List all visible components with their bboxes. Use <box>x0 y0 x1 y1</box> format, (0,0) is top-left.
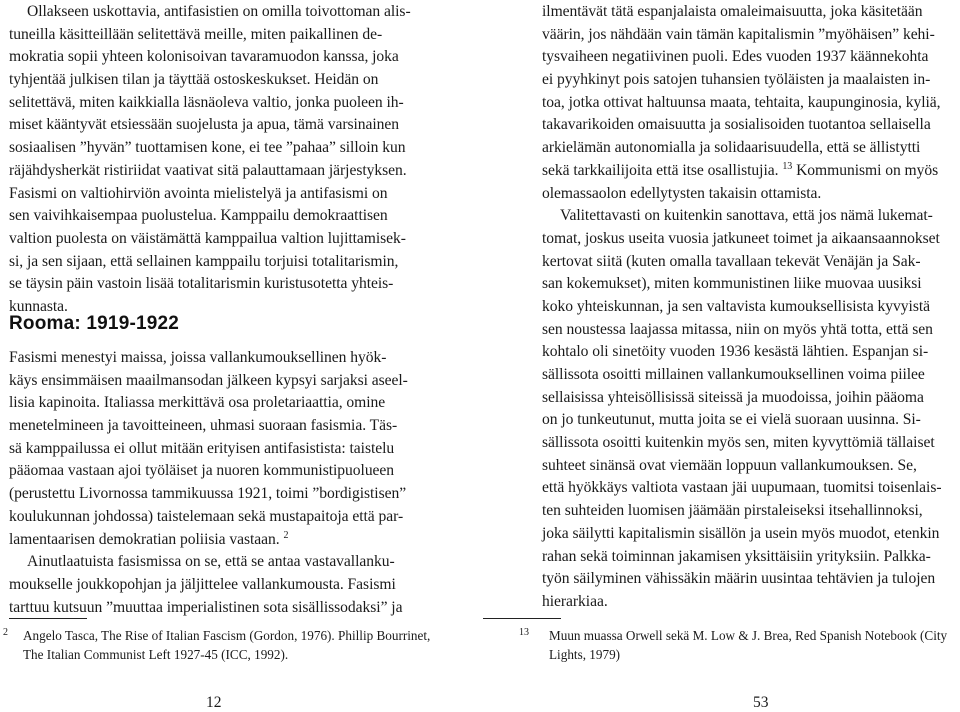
text-line: pääomaa vastaan ajoi työläiset ja nuoren kommunistipuolueen <box>9 462 395 480</box>
text-line: tyhjentää julkisen tilan ja täyttää ostoskeskukset. Heidän on <box>9 71 379 89</box>
page-number: 12 <box>206 694 222 711</box>
text-line: mokratia sopii yhteen kolonisoivan tavaramuodon kanssa, joka <box>9 48 399 66</box>
text-line: tysvaiheen negatiivinen puoli. Edes vuoden 1937 käännekohta <box>542 48 929 66</box>
text-line: sä kamppailussa ei ollut mitään erityisen antifasistista: taistelu <box>9 439 395 457</box>
text-line: koko yhteiskunnan, ja sen valtavista kumouksellisista kyvyistä <box>542 297 930 315</box>
text-line: sen noustessa laajassa mitassa, niin on myös yhtä totta, että sen <box>542 320 933 338</box>
footnote-line: Muun muassa Orwell sekä M. Low & J. Brea, Red Spanish Notebook (City <box>549 628 948 643</box>
text-line: menetelmineen ja tavoitteineen, uhmasi suoraan fasismia. Täs- <box>9 417 398 435</box>
text-line: lisia kapinoita. Italiassa merkittävä osa proletariaattia, omine <box>9 394 386 412</box>
text-line: sekä tarkkailijoita että itse osallistujia. <box>542 161 779 179</box>
footnote-ref[interactable]: 13 <box>782 160 793 172</box>
text-line: ten suhteiden luomisen jäämään pirstaleiseksi itsehallinnoksi, <box>542 502 923 520</box>
text-line: hierarkiaa. <box>542 592 608 610</box>
text-line: san kokemukset), miten kommunistinen liike muovaa uusiksi <box>542 275 922 293</box>
text-line: kunnasta. <box>9 297 68 315</box>
text-line: koulukunnan johdossa) taistelemaan sekä mustapaitoja että par- <box>9 507 404 525</box>
page-number: 53 <box>753 694 769 711</box>
text-line: käys ensimmäisen maailmansodan jälkeen kypsyi sarjaksi aseel- <box>9 371 408 389</box>
text-line: toa, jotka ottivat haltuunsa maata, tehtaita, kaupunginosia, kyliä, <box>542 93 941 111</box>
footnote-line: Angelo Tasca, The Rise of Italian Fascism (Gordon, 1976). Phillip Bourrinet, <box>23 628 431 643</box>
text-line: ei pyyhkinyt pois satojen tuhansien työläisten ja maalaisten in- <box>542 71 931 89</box>
text-line: olemassaolon edellytysten takaisin ottamista. <box>542 184 822 202</box>
footnote-text <box>549 626 947 664</box>
footnote-mark: 13 <box>519 627 529 638</box>
body-text <box>542 1 947 614</box>
text-line: si, ja sen sijaan, että sellainen kamppailu torjuisi totalitarismin, <box>9 252 399 270</box>
footnote-divider <box>483 618 561 619</box>
intro-text <box>9 1 423 319</box>
footnote-ref[interactable]: 2 <box>283 529 289 541</box>
footnote-line: Lights, 1979) <box>549 647 621 662</box>
text-line: räjähdysherkät ristiriidat vaativat sitä palauttamaan järjestyksen. <box>9 161 407 179</box>
text-line: Ainutlaatuista fasismissa on se, että se antaa vastavallanku- <box>27 553 395 571</box>
text-line: tarttuu kutsuun ”muuttaa imperialistinen sota sisällissodaksi” ja <box>9 598 403 616</box>
text-line: väärin, jos nähdään vain tämän kapitalismin ”myöhäisen” kehi- <box>542 25 935 43</box>
text-line: sällissota osoitti kuitenkin myös sen, miten kyvyttömiä tällaiset <box>542 434 935 452</box>
text-line: suhteet sinänsä ovat viemään loppuun vallankumouksen. Se, <box>542 456 917 474</box>
text-line: sellaisissa yhteisöllisissä siteissä ja muodoissa, joihin pääoma <box>542 388 924 406</box>
text-line: sosiaalisen ”hyvän” tuottamisen kone, ei tee ”pahaa” silloin kun <box>9 139 406 157</box>
text-line: kohtalo oli sinetöity vuoden 1936 kesästä lähtien. Espanjan si- <box>542 343 929 361</box>
text-line: joka säilytti kapitalismin sisällön ja usein myös muodot, etenkin <box>542 524 940 542</box>
text-line-with-footnote <box>542 160 947 183</box>
text-line: ilmentävät tätä espanjalaista omaleimaisuutta, joka käsitetään <box>542 3 923 20</box>
text-line: on jo tunkeutunut, mutta joita se ei vielä suoraan uusinna. Si- <box>542 411 921 429</box>
footnote-divider <box>9 618 87 619</box>
text-line: arkielämän autonomialla ja solidaarisuudella, että se ällistytti <box>542 139 921 157</box>
section-heading: Rooma: 1919-1922 <box>9 313 180 334</box>
text-line: Fasismi menestyi maissa, joissa vallankumouksellinen hyök- <box>9 349 387 366</box>
text-line: valtion puolesta on väistämättä kamppailua valtion lujittamisek- <box>9 229 406 247</box>
text-line: moukselle joukkopohjan ja jäljittelee vallankumousta. Fasismi <box>9 575 396 593</box>
text-line: selitettävä, miten kaikkialla läsnäoleva valtio, jonka puoleen ih- <box>9 93 404 111</box>
section-text <box>9 347 423 619</box>
text-line: lamentaarisen demokratian poliisia vastaan. <box>9 530 280 548</box>
text-line: että hyökkäys valtiota vastaan jäi uupumaan, tuomitsi toisenlais- <box>542 479 942 497</box>
text-line: työn säilyminen vähissäkin määrin uusintaa tehtävien ja tulojen <box>542 570 936 588</box>
text-line: tomat, joskus useita vuosia jatkuneet toimet ja aikaansaannokset <box>542 229 940 247</box>
footnote-line: The Italian Communist Left 1927-45 (ICC, 1992). <box>23 647 289 662</box>
text-line-with-footnote <box>9 529 423 552</box>
text-line: kertovat siitä (kuten omalla tavallaan tekevät Venäjän ja Sak- <box>542 252 921 270</box>
text-line: takavarikoiden omaisuutta ja sosialisoiden tuotantoa sellaisella <box>542 116 931 134</box>
text-line: miset kääntyvät etsiessään suojelusta ja apua, tämä varsinainen <box>9 116 400 134</box>
text-line: (perustettu Livornossa tammikuussa 1921, toimi ”bordigistisen” <box>9 485 407 503</box>
text-line: tuneilla käsitteillään selitettävä meille, miten paikallinen de- <box>9 25 383 43</box>
text-line-continuation: Kommunismi on myös <box>792 161 939 179</box>
footnote-text <box>23 626 430 664</box>
text-line: Valitettavasti on kuitenkin sanottava, että jos nämä lukemat- <box>560 207 933 225</box>
text-line: rahan sekä toiminnan jakamisen yksittäisiin yrityksiin. Palkka- <box>542 547 931 565</box>
text-line: se täysin päin vastoin lisää totalitarismin kuristusotetta yhteis- <box>9 275 394 293</box>
text-line: Fasismi on valtiohirviön avointa mielistelyä ja antifasismi on <box>9 184 388 202</box>
footnote-mark: 2 <box>3 627 8 638</box>
right-page <box>480 0 960 712</box>
text-line: sen vaivihkaisempaa puolustelua. Kamppailu demokraattisen <box>9 207 388 225</box>
text-line: sällissota osoitti millainen vallankumouksellinen voima piilee <box>542 366 925 383</box>
text-line: Ollakseen uskottavia, antifasistien on omilla toivottoman alis- <box>27 3 411 20</box>
